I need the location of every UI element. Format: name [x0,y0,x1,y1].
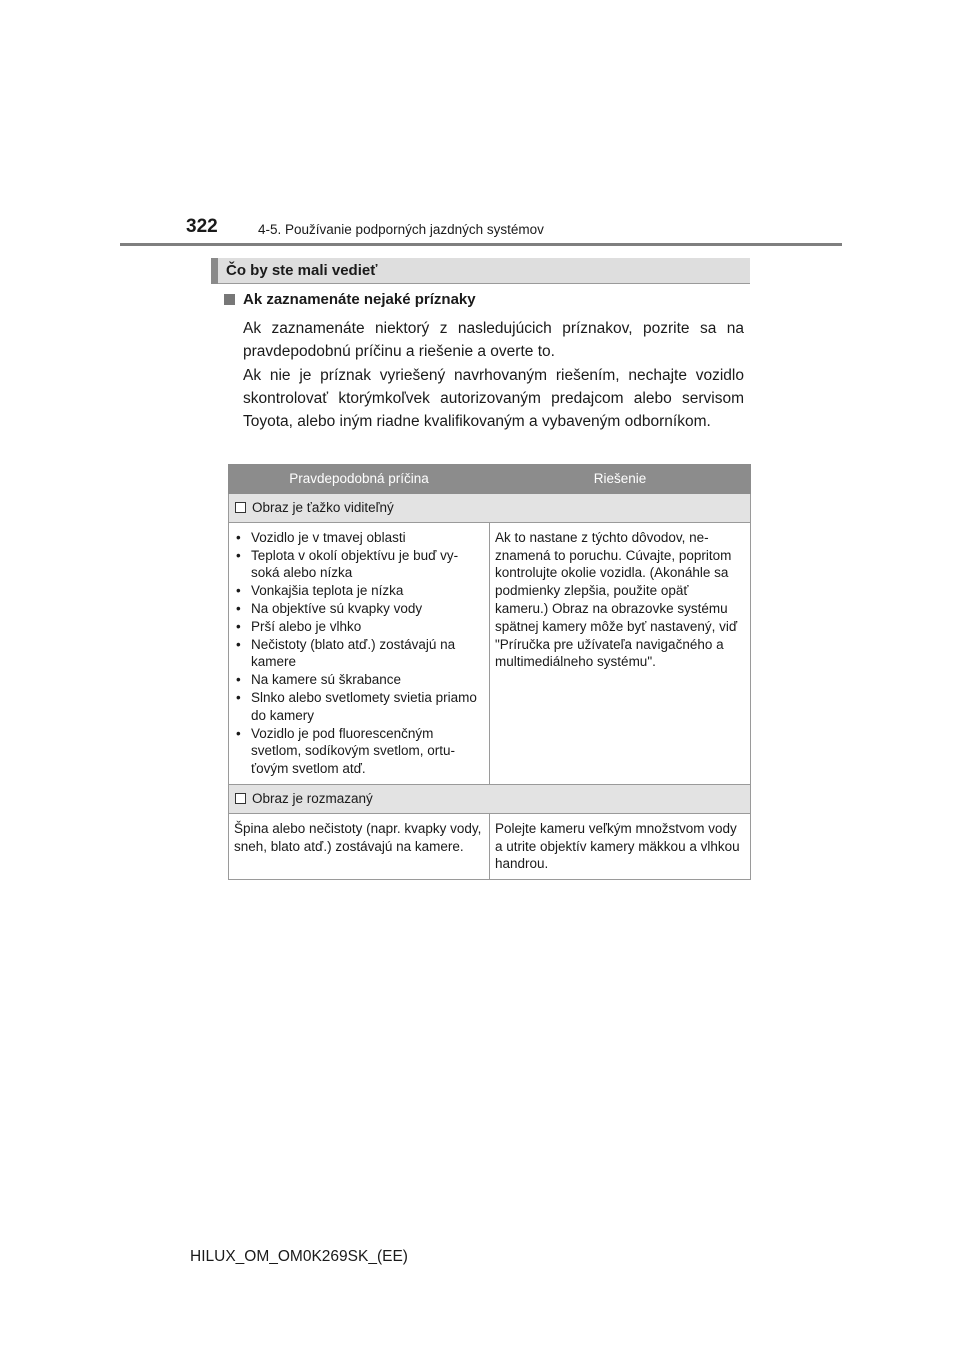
group-row-hard-to-see [229,494,751,523]
cause-list [234,529,484,778]
symptom-table [228,464,751,880]
checkbox-square-icon [235,793,246,804]
document-code: HILUX_OM_OM0K269SK_(EE) [190,1248,408,1265]
list-item: • Nečistoty (blato atď.) zostávajú na kamere [236,636,456,670]
list-item: • Prší alebo je vlhko [236,618,362,634]
paragraph-1: Ak zaznamenáte niektorý z nasledujúcich príznakov, pozrite sa na pravdepodobnú príčinu a riešenie a overte to. [243,320,744,361]
list-item: • Vozidlo je v tmavej oblasti [236,529,406,545]
table-row [229,813,751,879]
section-title: 4-5. Používanie podporných jazdných systémov [258,222,544,237]
info-box-title: Čo by ste mali vedieť [226,262,378,279]
group-title: Obraz je ťažko viditeľný [252,500,394,515]
list-item: • Slnko alebo svetlomety svietia priamo do kamery [236,689,477,723]
header-cause: Pravdepodobná príčina [229,465,490,494]
solution-cell: Polejte kameru veľkým množstvom vody a utrite objektív kamery mäkkou a vlhkou handrou. [490,813,751,879]
checkbox-square-icon [235,502,246,513]
cause-cell [229,522,490,784]
group-title-cell [229,494,751,523]
group-title: Obraz je rozmazaný [252,790,373,806]
table-row [229,522,751,784]
subheading [224,291,476,308]
table-header-row [229,465,751,494]
square-bullet-icon [224,294,235,305]
solution-cell: Ak to nastane z týchto dôvodov, ne-znamená to poruchu. Cúvajte, popritom kontrolujte okolie vozidla. (Akonáhle sa podmienky zlepšia, použite opäť kameru.) Obraz na obrazovke systému spätnej kamery môže byť nastavený, viď "Príručka pre užívateľa navigačného a multimediálneho systému". [490,522,751,784]
paragraph-2: Ak nie je príznak vyriešený navrhovaným riešením, nechajte vozidlo skontrolovať ktorýmkoľvek autorizovaným predajcom alebo servisom Toyota, alebo iným riadne kvalifikovaným a vybaveným odborníkom. [243,367,744,431]
cause-cell: Špina alebo nečistoty (napr. kvapky vody, sneh, blato atď.) zostávajú na kamere. [229,813,490,879]
list-item: • Vozidlo je pod fluorescenčným svetlom, sodíkovým svetlom, ortu-ťovým svetlom atď. [236,725,456,777]
header-solution: Riešenie [490,465,751,494]
info-box-accent [211,258,218,284]
group-title-cell [229,784,751,813]
list-item: • Na objektíve sú kvapky vody [236,600,423,616]
info-box-header [211,258,750,284]
group-row-blurry [229,784,751,813]
header-rule [120,243,842,246]
list-item: • Teplota v okolí objektívu je buď vy-soká alebo nízka [236,547,459,581]
list-item: • Vonkajšia teplota je nízka [236,583,404,599]
page-number: 322 [186,216,218,237]
subheading-text: Ak zaznamenáte nejaké príznaky [243,291,476,308]
list-item: • Na kamere sú škrabance [236,672,402,688]
